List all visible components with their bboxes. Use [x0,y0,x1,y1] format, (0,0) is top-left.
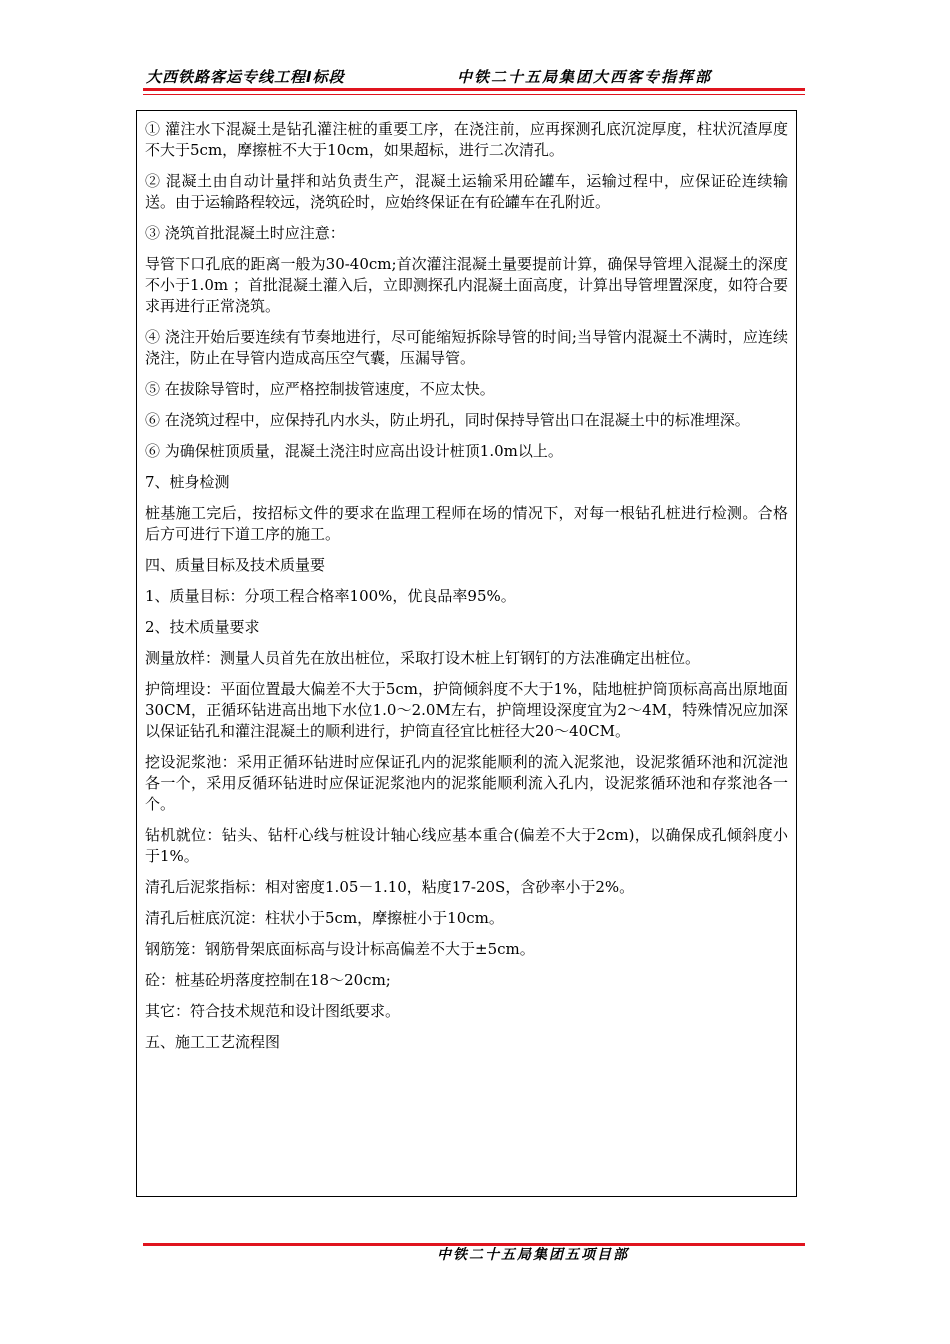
paragraph: 清孔后桩底沉淀：柱状小于5cm，摩擦桩小于10cm。 [145,909,504,927]
paragraph: 护筒埋设：平面位置最大偏差不大于5cm，护筒倾斜度不大于1%，陆地桩护筒顶标高高出原地面30CM，正循环钻进高出地下水位1.0～2.0M左右，护筒埋设深度宜为2～4M，特殊情况应加深以保证钻孔和灌注混凝土的顺利进行，护筒直径宜比桩径大20～40CM。 [145,680,788,740]
footer-project-department: 中铁二十五局集团五项目部 [437,1247,629,1263]
paragraph: 挖设泥浆池：采用正循环钻进时应保证孔内的泥浆能顺利的流入泥浆池，设泥浆循环池和沉淀池各一个，采用反循环钻进时应保证泥浆池内的泥浆能顺利流入孔内，设泥浆循环池和存浆池各一个。 [145,753,788,813]
paragraph: ⑥ 在浇筑过程中，应保持孔内水头，防止坍孔，同时保持导管出口在混凝土中的标准埋深。 [145,411,750,429]
paragraph: 导管下口孔底的距离一般为30-40cm;首次灌注混凝土量要提前计算，确保导管埋入混凝土的深度不小于1.0m ；首批混凝土灌入后，立即测探孔内混凝土面高度，计算出导管埋置深度，如符合要求再进行正常浇筑。 [145,255,788,315]
paragraph: ③ 浇筑首批混凝土时应注意： [145,224,345,242]
content-box [136,110,797,1197]
header-company-name: 中铁二十五局集团大西客专指挥部 [457,68,713,86]
paragraph: 钻机就位：钻头、钻杆心线与桩设计轴心线应基本重合(偏差不大于2cm)，以确保成孔倾斜度小于1%。 [145,826,788,865]
paragraph: ⑤ 在拔除导管时，应严格控制拔管速度，不应太快。 [145,380,495,398]
paragraph: 其它：符合技术规范和设计图纸要求。 [145,1002,401,1020]
paragraph: 桩基施工完后，按招标文件的要求在监理工程师在场的情况下，对每一根钻孔桩进行检测。合格后方可进行下道工序的施工。 [145,504,788,543]
section-heading: 2、技术质量要求 [145,618,260,636]
section-heading: 7、桩身检测 [145,473,230,491]
section-heading: 四、质量目标及技术质量要 [145,556,326,574]
paragraph: 1、质量目标：分项工程合格率100%，优良品率95%。 [145,587,516,605]
paragraph: ② 混凝土由自动计量拌和站负责生产，混凝土运输采用砼罐车，运输过程中，应保证砼连续输送。由于运输路程较远，浇筑砼时，应始终保证在有砼罐车在孔附近。 [145,172,788,211]
paragraph: 清孔后泥浆指标：相对密度1.05－1.10，粘度17-20S，含砂率小于2%。 [145,878,635,896]
paragraph: 钢筋笼：钢筋骨架底面标高与设计标高偏差不大于±5cm。 [145,940,535,958]
section-heading: 五、施工工艺流程图 [145,1033,281,1051]
paragraph: ① 灌注水下混凝土是钻孔灌注桩的重要工序，在浇注前，应再探测孔底沉淀厚度，柱状沉渣厚度不大于5cm，摩擦桩不大于10cm，如果超标，进行二次清孔。 [145,120,788,159]
header-project-name: 大西铁路客运专线工程Ⅰ标段 [146,68,345,86]
paragraph: ④ 浇注开始后要连续有节奏地进行，尽可能缩短拆除导管的时间;当导管内混凝土不满时，应连续浇注，防止在导管内造成高压空气囊，压漏导管。 [145,328,788,367]
header-rule-thick [143,88,805,91]
paragraph: 砼：桩基砼坍落度控制在18～20cm; [145,971,391,989]
header-rule-thin [143,94,805,95]
paragraph: ⑥ 为确保桩顶质量，混凝土浇注时应高出设计桩顶1.0m以上。 [145,442,563,460]
paragraph: 测量放样：测量人员首先在放出桩位，采取打设木桩上钉钢钉的方法准确定出桩位。 [145,649,701,667]
